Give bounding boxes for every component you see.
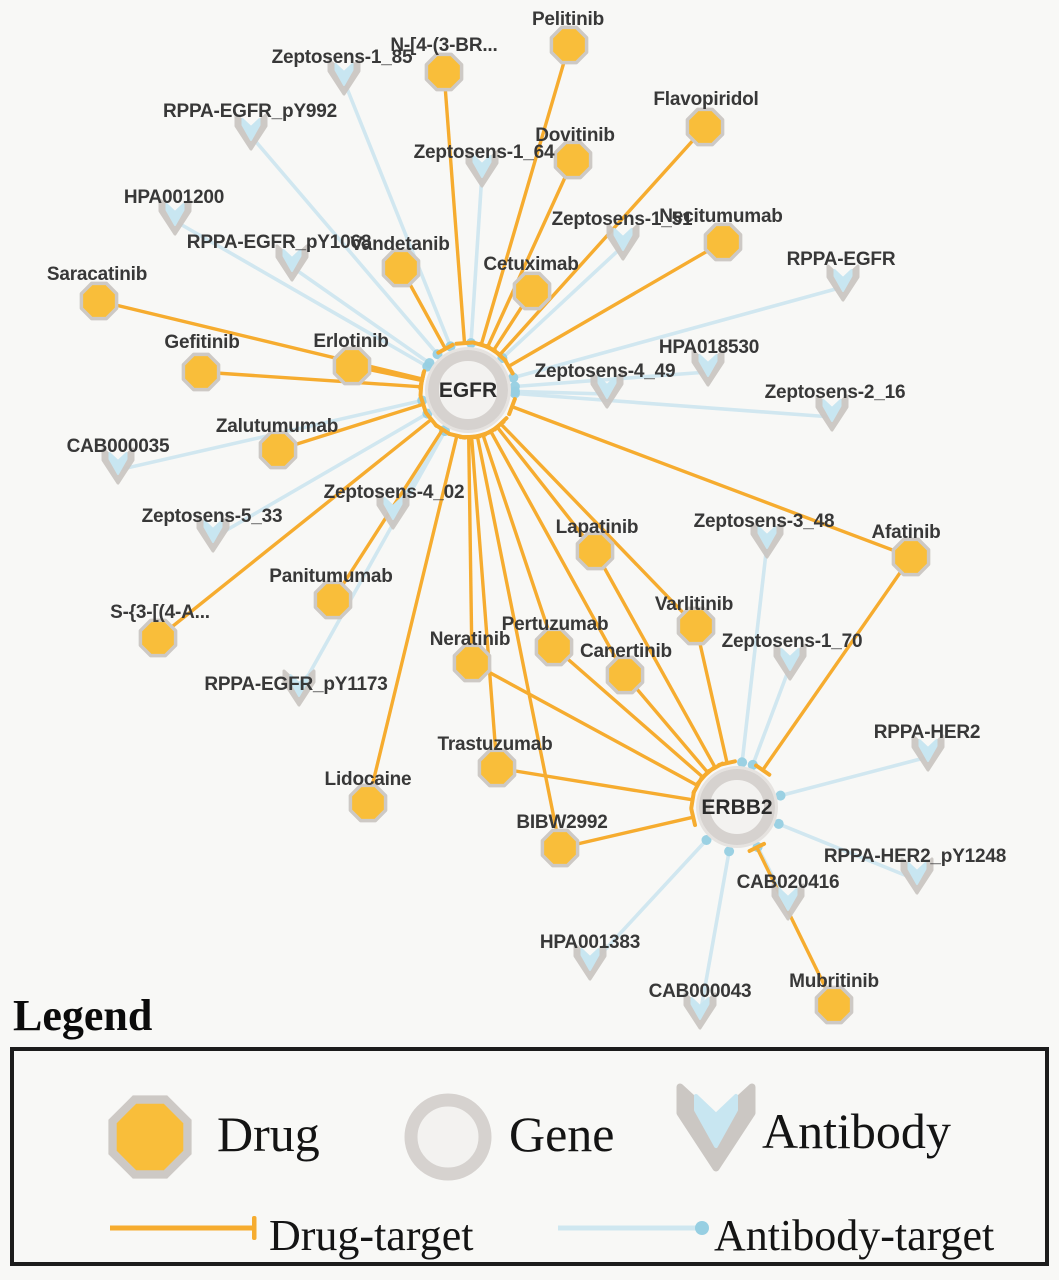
node-label-hpa001383: HPA001383 xyxy=(539,932,641,953)
node-label-rppaher2py1248: RPPA-HER2_pY1248 xyxy=(823,846,1007,867)
drug-node-zalutumumab xyxy=(260,432,295,467)
node-label-trastuzumab: Trastuzumab xyxy=(437,734,553,755)
antibody-target-edge xyxy=(299,431,445,692)
node-label-mubritinib: Mubritinib xyxy=(789,971,879,992)
legend-drug-target-label: Drug-target xyxy=(269,1211,474,1260)
node-label-cetuximab: Cetuximab xyxy=(483,254,579,275)
drug-node-cetuximab xyxy=(514,273,549,308)
node-label-rppaher2: RPPA-HER2 xyxy=(873,722,981,743)
node-label-zep164: Zeptosens-1_64 xyxy=(413,142,555,163)
node-label-pelitinib: Pelitinib xyxy=(531,9,605,30)
node-label-neratinib: Neratinib xyxy=(429,629,511,650)
node-label-rppapy992: RPPA-EGFR_pY992 xyxy=(162,101,338,122)
legend-drug-label: Drug xyxy=(217,1106,320,1162)
node-label-cab000043: CAB000043 xyxy=(648,981,752,1002)
node-label-zep533: Zeptosens-5_33 xyxy=(141,506,283,527)
node-label-zep402: Zeptosens-4_02 xyxy=(323,482,465,503)
drug-node-s34a xyxy=(140,620,175,655)
legend-title: Legend xyxy=(13,991,153,1040)
gene-label-ERBB2: ERBB2 xyxy=(701,796,773,819)
legend-box xyxy=(10,1047,1049,1266)
node-label-rppapy1068: RPPA-EGFR_pY1068 xyxy=(186,232,372,253)
drug-node-lapatinib xyxy=(577,533,612,568)
drug-node-n43br xyxy=(426,54,461,89)
drug-target-legend-line xyxy=(102,1211,272,1245)
node-label-zep348: Zeptosens-3_48 xyxy=(693,511,835,532)
node-label-lapatinib: Lapatinib xyxy=(555,517,639,538)
node-label-hpa001200: HPA001200 xyxy=(123,187,225,208)
node-label-lidocaine: Lidocaine xyxy=(324,769,412,790)
antibody-target-edge xyxy=(742,544,767,762)
node-label-vandetanib: Vandetanib xyxy=(350,234,450,255)
drug-node-mubritinib xyxy=(816,987,851,1022)
node-label-necitumumab: Necitumumab xyxy=(659,206,783,227)
node-label-cab000035: CAB000035 xyxy=(66,436,170,457)
antibody-target-edge xyxy=(753,666,790,765)
drug-node-panitumumab xyxy=(315,582,350,617)
node-label-zep185: Zeptosens-1_85 xyxy=(271,47,413,68)
legend-gene-label: Gene xyxy=(509,1106,615,1162)
node-label-canertinib: Canertinib xyxy=(580,641,672,662)
node-label-bibw2992: BIBW2992 xyxy=(516,812,608,833)
antibody-node-rppaegfr xyxy=(828,266,858,300)
gene-node-EGFR xyxy=(427,349,510,432)
legend-antibody-label: Antibody xyxy=(762,1103,951,1159)
node-label-zep170: Zeptosens-1_70 xyxy=(721,631,863,652)
node-label-rppaegfr: RPPA-EGFR xyxy=(786,249,896,270)
drug-node-necitumumab xyxy=(705,224,740,259)
drug-target-edge xyxy=(472,437,497,768)
node-label-zep449: Zeptosens-4_49 xyxy=(534,361,676,382)
node-label-varlitinib: Varlitinib xyxy=(654,594,734,615)
drug-node-pelitinib xyxy=(551,27,586,62)
gene-label-EGFR: EGFR xyxy=(438,379,498,402)
drug-node-afatinib xyxy=(893,539,928,574)
drug-node-flavopiridol xyxy=(687,109,722,144)
node-label-zep216: Zeptosens-2_16 xyxy=(764,382,906,403)
legend-antibody-target-label: Antibody-target xyxy=(714,1211,995,1260)
node-label-flavopiridol: Flavopiridol xyxy=(653,89,759,110)
antibody-target-edge xyxy=(471,173,482,343)
drug-node-saracatinib xyxy=(81,283,116,318)
drug-node-neratinib xyxy=(454,645,489,680)
node-label-s34a: S-{3-[(4-A... xyxy=(110,602,210,623)
node-label-saracatinib: Saracatinib xyxy=(46,264,148,285)
node-labels xyxy=(47,9,1006,1002)
drug-node-trastuzumab xyxy=(479,750,514,785)
gene-node-ERBB2 xyxy=(698,768,777,847)
drug-node-dovitinib xyxy=(555,142,590,177)
antibody-target-edge xyxy=(781,757,929,796)
drug-legend-icon xyxy=(100,1087,198,1185)
drug-node-canertinib xyxy=(607,657,642,692)
gene-legend-icon xyxy=(400,1089,496,1185)
drug-node-gefitinib xyxy=(183,354,218,389)
node-label-gefitinib: Gefitinib xyxy=(164,332,240,353)
drug-node-erlotinib xyxy=(334,348,369,383)
drug-node-lidocaine xyxy=(350,785,385,820)
drug-target-edge xyxy=(497,768,693,800)
antibody-target-legend-line xyxy=(550,1211,720,1245)
node-label-hpa018530: HPA018530 xyxy=(658,337,760,358)
drug-target-edge xyxy=(444,72,465,343)
node-label-n43br: N-[4-(3-BR... xyxy=(390,35,498,56)
node-label-zep151: Zeptosens-1_51 xyxy=(551,209,693,230)
antibody-legend-icon xyxy=(664,1079,768,1195)
drug-node-bibw2992 xyxy=(542,830,577,865)
node-label-afatinib: Afatinib xyxy=(871,522,941,543)
node-label-cab020416: CAB020416 xyxy=(736,872,840,893)
node-label-erlotinib: Erlotinib xyxy=(313,331,389,352)
node-label-pertuzumab: Pertuzumab xyxy=(501,614,609,635)
node-label-panitumumab: Panitumumab xyxy=(269,566,393,587)
node-label-zalutumumab: Zalutumumab xyxy=(215,416,339,437)
drug-node-vandetanib xyxy=(383,250,418,285)
node-label-dovitinib: Dovitinib xyxy=(535,125,615,146)
node-label-rppapy1173: RPPA-EGFR_pY1173 xyxy=(204,674,388,695)
